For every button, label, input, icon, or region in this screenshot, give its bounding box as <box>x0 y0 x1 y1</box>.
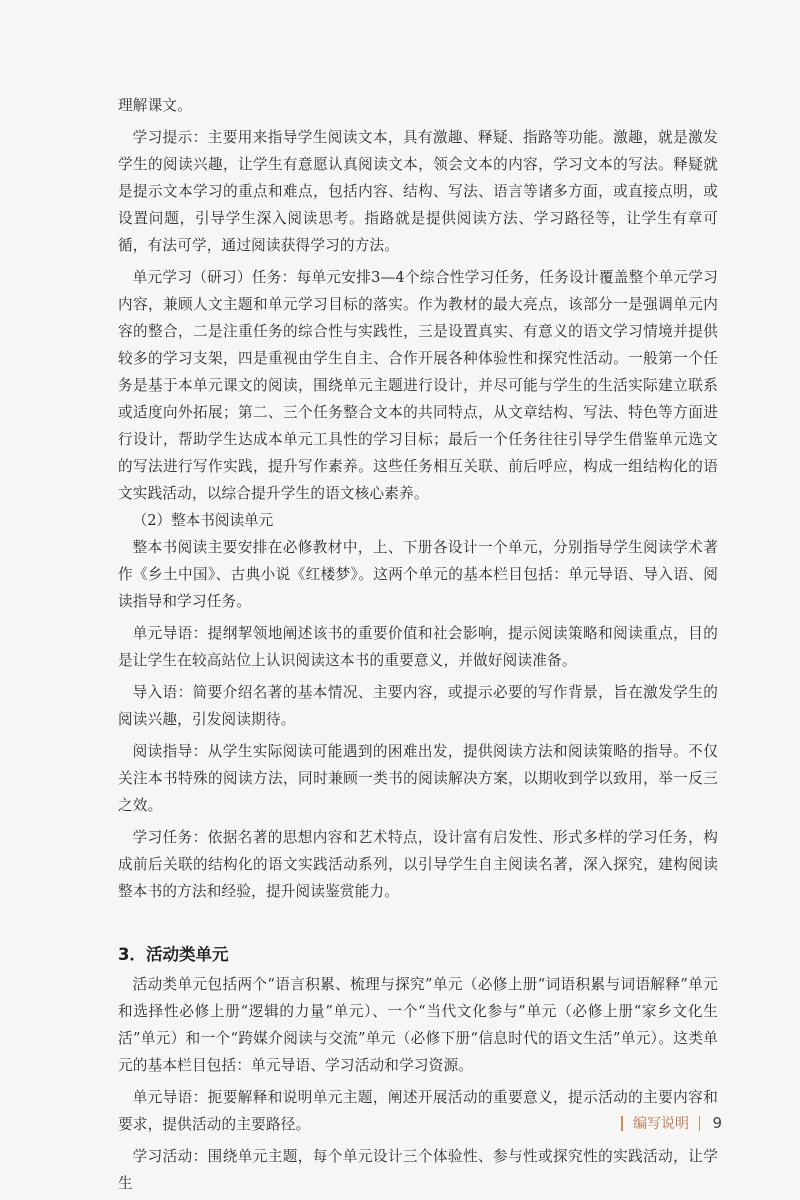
paragraph-mid-3: 阅读指导：从学生实际阅读可能遇到的困难出发，提供阅读方法和阅读策略的指导。不仅关注本书特殊的阅读方法，同时兼顾一类书的阅读解决方案，以期收到学以致用，举一反三之效。 <box>118 743 718 814</box>
paragraph-mid-0: 整本书阅读主要安排在必修教材中，上、下册各设计一个单元，分别指导学生阅读学术著作《乡土中国》、古典小说《红楼梦》。这两个单元的基本栏目包括：单元导语、导入语、阅读指导和学习任务。 <box>118 539 718 610</box>
paragraph-top-2: 单元学习（研习）任务：每单元安排3—4个综合性学习任务，任务设计覆盖整个单元学习内容，兼顾人文主题和单元学习目标的落实。作为教材的最大亮点，该部分一是强调单元内容的整合，二是注重任务的综合性与实践性，三是设置真实、有意义的语文学习情境并提供较多的学习支架，四是重视由学生自主、合作开展各种体验性和探究性活动。一般第一个任务是基于本单元课文的阅读，围绕单元主题进行设计，并尽可能与学生的生活实际建立联系或适度向外拓展；第二、三个任务整合文本的共同特点，从文章结构、写法、特色等方面进行设计，帮助学生达成本单元工具性的学习目标；最后一个任务往往引导学生借鉴单元选文的写法进行写作实践，提升写作素养。这些任务相互关联、前后呼应，构成一组结构化的语文实践活动，以综合提升学生的语文核心素养。 <box>118 269 718 502</box>
footer-divider-left <box>621 1116 623 1131</box>
paragraph-mid-2: 导入语：简要介绍名著的基本情况、主要内容，或提示必要的写作背景，旨在激发学生的阅读兴趣，引发阅读期待。 <box>118 684 718 728</box>
paragraph-mid-4: 学习任务：依据名著的思想内容和艺术特点，设计富有启发性、形式多样的学习任务，构成前后关联的结构化的语文实践活动系列，以引导学生自主阅读名著，深入探究，建构阅读整本书的方法和经验，提升阅读鉴赏能力。 <box>118 829 718 900</box>
paragraph-mid-1: 单元导语：提纲挈领地阐述该书的重要价值和社会影响，提示阅读策略和阅读重点，目的是让学生在较高站位上认识阅读这本书的重要意义，并做好阅读准备。 <box>118 625 718 669</box>
subheading-whole-book: （2）整本书阅读单元 <box>132 512 274 529</box>
paragraph-bottom-0: 活动类单元包括两个“语言积累、梳理与探究”单元（必修上册“词语积累与词语解释”单元和选择性必修上册“逻辑的力量”单元）、一个“当代文化参与”单元（必修上册“家乡文化生活”单元）和一个“跨媒介阅读与交流”单元（必修下册“信息时代的语文生活”单元）。这类单元的基本栏目包括：单元导语、学习活动和学习资源。 <box>118 976 718 1074</box>
page-footer <box>611 1113 722 1133</box>
page-content <box>118 92 718 1197</box>
paragraph-bottom-2: 学习活动：围绕单元主题，每个单元设计三个体验性、参与性或探究性的实践活动，让学生 <box>118 1148 718 1192</box>
page-number: 9 <box>712 1114 722 1132</box>
section-title-activity-units: 3．活动类单元 <box>118 945 229 964</box>
paragraph-top-1: 学习提示：主要用来指导学生阅读文本，具有激趣、释疑、指路等功能。激趣，就是激发学生的阅读兴趣，让学生有意愿认真阅读文本，领会文本的内容，学习文本的写法。释疑就是提示文本学习的重点和难点，包括内容、结构、写法、语言等诸多方面，或直接点明，或设置问题，引导学生深入阅读思考。指路就是提供阅读方法、学习路径等，让学生有章可循，有法可学，通过阅读获得学习的方法。 <box>118 129 718 254</box>
paragraph-bottom-1: 单元导语：扼要解释和说明单元主题，阐述开展活动的重要意义，提示活动的主要内容和要求，提供活动的主要路径。 <box>118 1089 718 1133</box>
footer-divider-right <box>699 1116 701 1131</box>
paragraph-top-0: 理解课文。 <box>118 97 192 114</box>
footer-section-label: 编写说明 <box>632 1116 689 1132</box>
